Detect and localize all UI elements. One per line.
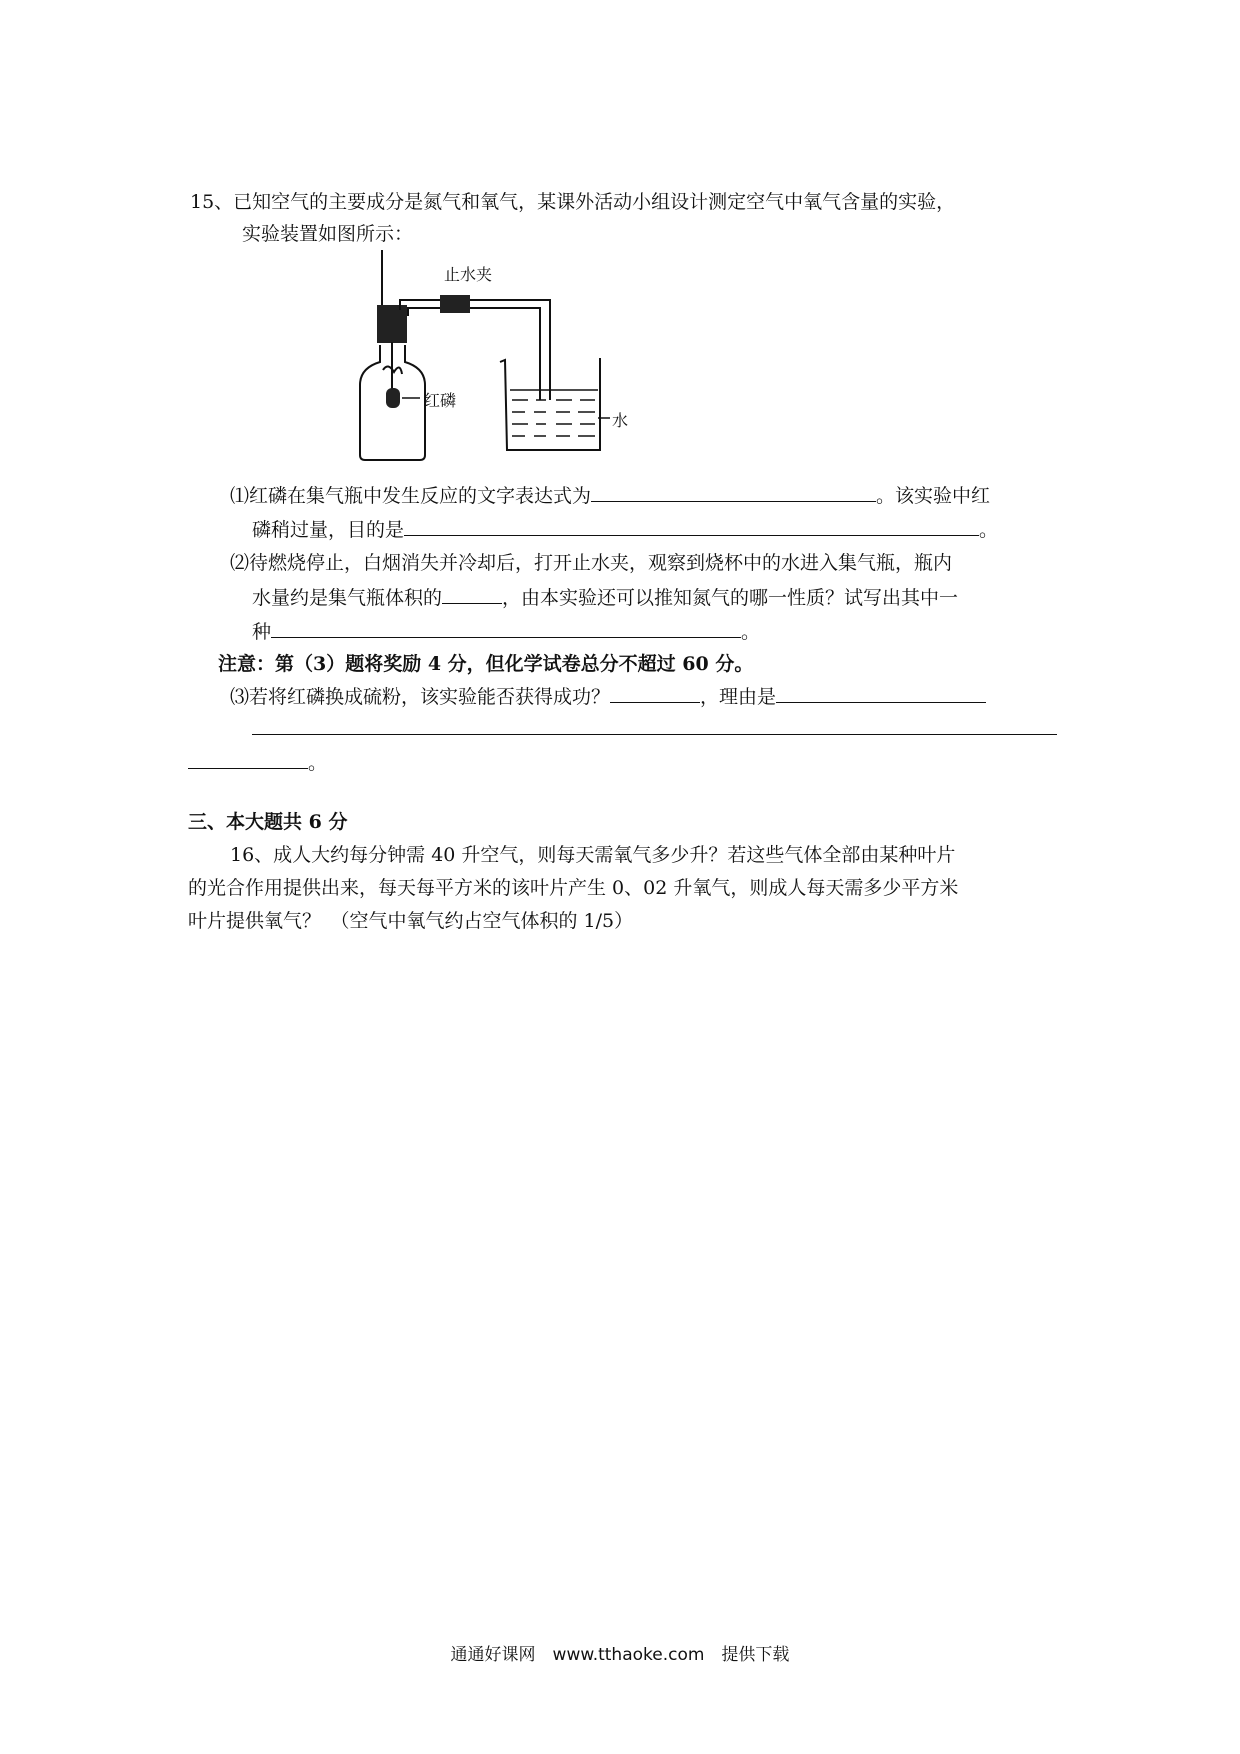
q15-line2: 实验装置如图所示： (242, 223, 414, 245)
q15-part3-line1: ⑶若将红磷换成硫粉，该实验能否获得成功？ ，理由是 (230, 684, 986, 709)
q15-part1-line2: 磷稍过量，目的是 。 (252, 519, 999, 541)
answer-blank[interactable] (610, 684, 700, 703)
q16-line1: 16、成人大约每分钟需 40 升空气，则每天需氧气多少升？若这些气体全部由某种叶片 (230, 844, 956, 866)
footer: 通通好课网 www.tthaoke.com 提供下载 (450, 1645, 790, 1665)
label-water: 水 (612, 411, 629, 430)
answer-blank[interactable] (404, 517, 979, 536)
q16-line2: 的光合作用提供出来，每天每平方米的该叶片产生 0、02 升氧气，则成人每天需多少平方米 (188, 877, 959, 899)
q15-part2-line3: 种 。 (252, 621, 761, 643)
q15-part2-line1: ⑵待燃烧停止，白烟消失并冷却后，打开止水夹，观察到烧杯中的水进入集气瓶，瓶内 (230, 552, 953, 574)
apparatus-figure (350, 250, 650, 465)
water-lines (512, 400, 595, 436)
q16-line3: 叶片提供氧气？ （空气中氧气约占空气体积的 1/5） (188, 910, 634, 932)
phosphorus-spoon (386, 388, 400, 408)
answer-blank[interactable] (252, 716, 1057, 735)
q15-line1: 15、已知空气的主要成分是氮气和氧气，某课外活动小组设计测定空气中氧气含量的实验， (190, 191, 956, 213)
q15-part3-line3: 。 (188, 750, 327, 775)
answer-blank[interactable] (271, 619, 741, 638)
answer-blank[interactable] (591, 483, 876, 502)
q15-part2-line2: 水量约是集气瓶体积的 ，由本实验还可以推知氮气的哪一性质？试写出其中一 (252, 587, 959, 609)
delivery-tube-outer (400, 300, 550, 400)
q15-part3-line2 (252, 716, 1057, 741)
delivery-tube-inner (408, 308, 540, 400)
answer-blank[interactable] (188, 750, 308, 769)
label-phosphorus: 红磷 (424, 391, 457, 410)
bonus-note: 注意：第（3）题将奖励 4 分，但化学试卷总分不超过 60 分。 (218, 653, 754, 675)
section3-heading: 三、本大题共 6 分 (188, 811, 348, 833)
answer-blank[interactable] (442, 585, 502, 604)
label-clamp: 止水夹 (444, 265, 493, 284)
clamp (440, 295, 470, 313)
bottle-stopper (377, 305, 407, 343)
q15-part1-line1: ⑴红磷在集气瓶中发生反应的文字表达式为 。该实验中红 (230, 485, 991, 507)
answer-blank[interactable] (776, 684, 986, 703)
